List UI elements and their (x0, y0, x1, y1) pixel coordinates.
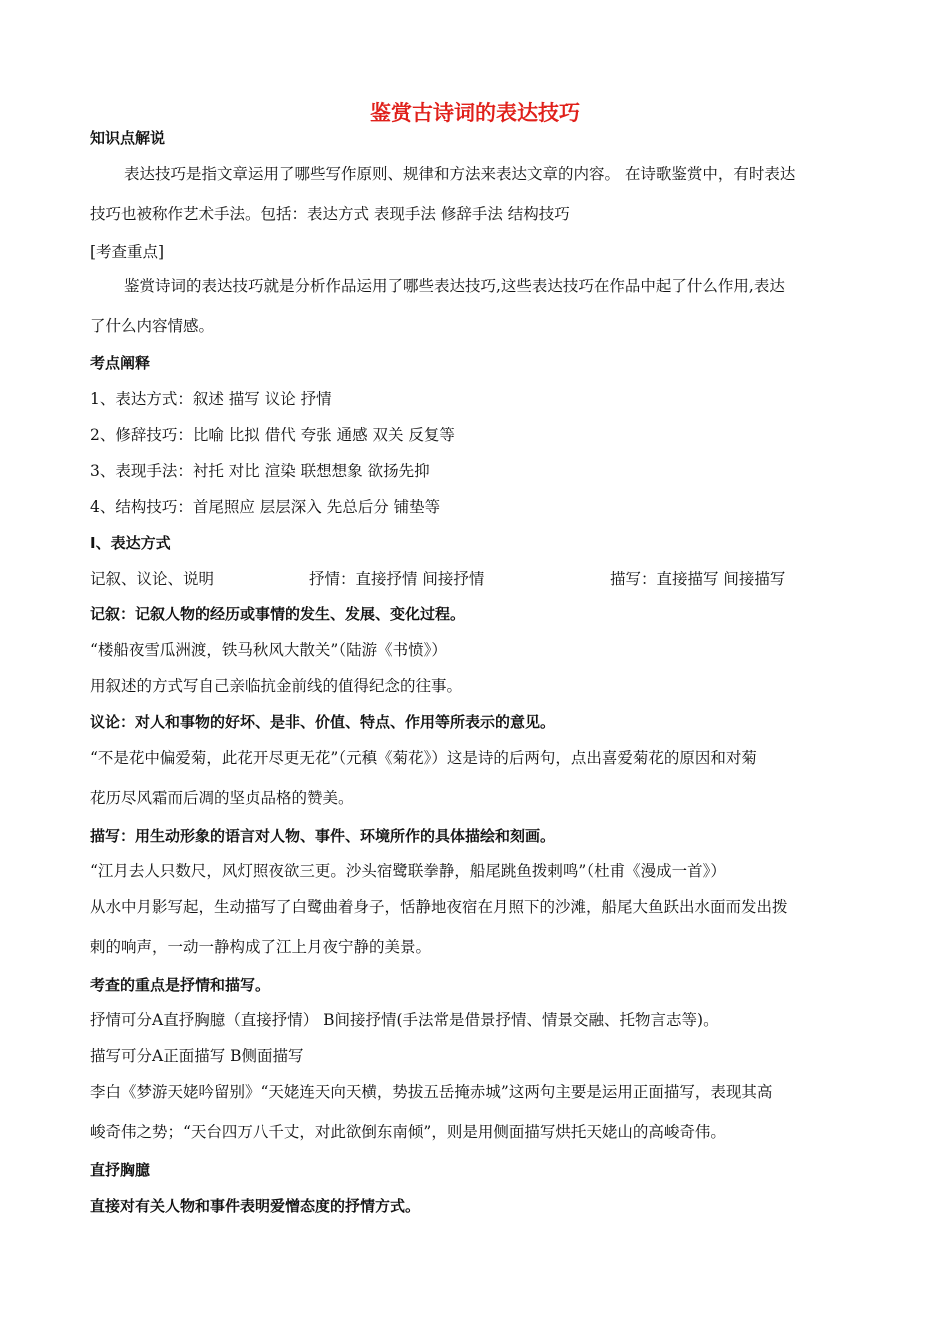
paragraph-line: 技巧也被称作艺术手法。包括：表达方式 表现手法 修辞手法 结构技巧 (90, 205, 570, 223)
paragraph-line: 峻奇伟之势；“天台四万八千丈，对此欲倒东南倾”，则是用侧面描写烘托天姥山的高峻奇伟。 (90, 1123, 726, 1141)
description-definition: 描写：用生动形象的语言对人物、事件、环境所作的具体描绘和刻画。 (90, 827, 556, 845)
paragraph-line: 从水中月影写起，生动描写了白鹭曲着身子，恬静地夜宿在月照下的沙滩，船尾大鱼跃出水面而发出拨 (90, 898, 788, 916)
modes-col-2: 抒情：直接抒情 间接抒情 (309, 570, 485, 588)
exam-focus: 考查的重点是抒情和描写。 (90, 976, 271, 994)
narrative-definition: 记叙：记叙人物的经历或事情的发生、发展、变化过程。 (90, 605, 466, 623)
argument-definition: 议论：对人和事物的好坏、是非、价值、特点、作用等所表示的意见。 (90, 713, 556, 731)
paragraph-line: 了什么内容情感。 (90, 317, 215, 335)
lyric-types: 抒情可分A直抒胸臆（直接抒情） B间接抒情(手法常是借景抒情、情景交融、托物言志等)。 (90, 1011, 719, 1029)
points-heading: 考点阐释 (90, 354, 151, 372)
paragraph-line: 表达技巧是指文章运用了哪些写作原则、规律和方法来表达文章的内容。 在诗歌鉴赏中，有时表达 (124, 165, 796, 183)
paragraph-line: 李白《梦游天姥吟留别》“天姥连天向天横，势拔五岳掩赤城”这两句主要是运用正面描写，表现其高 (90, 1083, 773, 1101)
list-item: 3、表现手法：衬托 对比 渲染 联想想象 欲扬先抑 (90, 462, 430, 480)
description-quote: “江月去人只数尺，风灯照夜欲三更。沙头宿鹭联拳静，船尾跳鱼拨剌鸣”（杜甫《漫成一首》） (90, 862, 726, 880)
direct-definition: 直接对有关人物和事件表明爱憎态度的抒情方式。 (90, 1197, 421, 1215)
focus-heading: [考查重点] (90, 243, 165, 261)
paragraph-line: 花历尽风霜而后凋的坚贞品格的赞美。 (90, 789, 354, 807)
section-heading-knowledge: 知识点解说 (90, 129, 166, 147)
section-heading-I: I、表达方式 (90, 534, 171, 552)
list-item: 2、修辞技巧：比喻 比拟 借代 夸张 通感 双关 反复等 (90, 426, 455, 444)
narrative-quote: “楼船夜雪瓜洲渡，铁马秋风大散关”（陆游《书愤》） (90, 641, 447, 659)
paragraph-line: 剌的响声，一动一静构成了江上月夜宁静的美景。 (90, 938, 432, 956)
list-item: 1、表达方式：叙述 描写 议论 抒情 (90, 390, 332, 408)
paragraph-line: 鉴赏诗词的表达技巧就是分析作品运用了哪些表达技巧,这些表达技巧在作品中起了什么作用,表达 (124, 277, 785, 295)
modes-col-3: 描写：直接描写 间接描写 (610, 570, 786, 588)
description-types: 描写可分A正面描写 B侧面描写 (90, 1047, 304, 1065)
modes-col-1: 记叙、议论、说明 (90, 570, 215, 588)
paragraph-line: “不是花中偏爱菊，此花开尽更无花”（元稹《菊花》）这是诗的后两句，点出喜爱菊花的原因和对菊 (90, 749, 757, 767)
direct-heading: 直抒胸臆 (90, 1161, 151, 1179)
document-title: 鉴赏古诗词的表达技巧 (370, 101, 580, 125)
narrative-explanation: 用叙述的方式写自己亲临抗金前线的值得纪念的往事。 (90, 677, 463, 695)
list-item: 4、结构技巧：首尾照应 层层深入 先总后分 铺垫等 (90, 498, 441, 516)
